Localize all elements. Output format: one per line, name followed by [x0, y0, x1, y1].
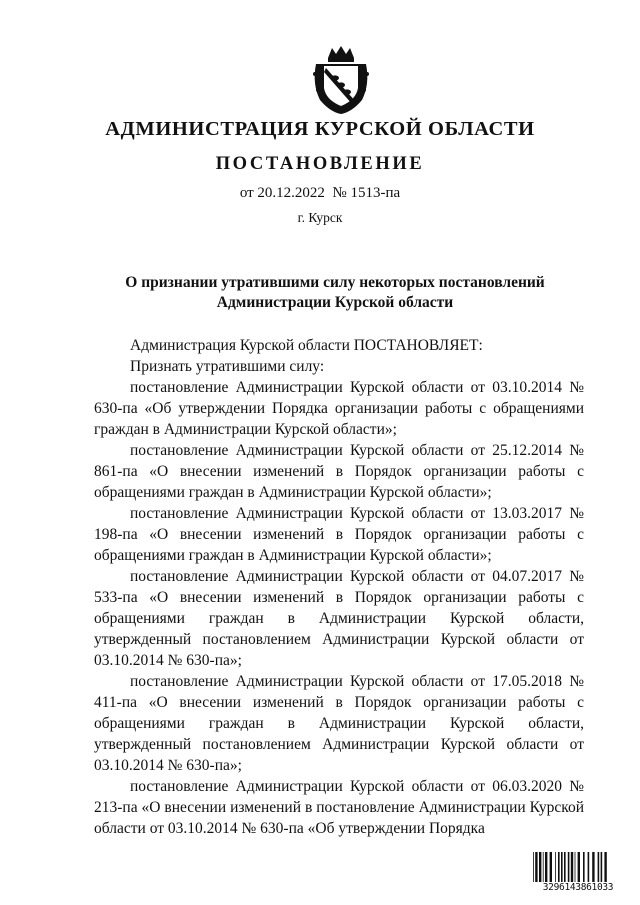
barcode-bar	[545, 852, 547, 882]
barcode-bar	[578, 852, 580, 882]
document-title-line2: Администрации Курской области	[216, 294, 454, 311]
document-type: ПОСТАНОВЛЕНИЕ	[215, 154, 425, 174]
barcode-bar	[543, 852, 544, 882]
barcode-bar	[558, 852, 560, 882]
barcode-bar	[601, 852, 603, 882]
barcode-bar	[535, 852, 537, 882]
document-title	[90, 273, 580, 313]
organization-name: АДМИНИСТРАЦИЯ КУРСКОЙ ОБЛАСТИ	[105, 118, 535, 140]
body-paragraph: постановление Администрации Курской области от 06.03.2020 № 213-па «О внесении изменений в постановление Администрации Курской области от 03.10.2014 № 630-па «Об утверждении Порядка	[94, 778, 584, 837]
document-number-date: от 20.12.2022 № 1513-па	[239, 185, 401, 201]
body-paragraph: Администрация Курской области ПОСТАНОВЛЯЕТ:	[130, 337, 483, 354]
barcode-bar	[588, 852, 590, 882]
barcode-bar	[561, 852, 563, 882]
barcode-bar	[583, 852, 585, 882]
body-paragraph: Признать утратившими силу:	[130, 358, 325, 375]
body-paragraph: постановление Администрации Курской области от 13.03.2017 № 198-па «О внесении изменений в Порядок организации работы с обращениями граждан в Администрации Курской области»;	[94, 505, 584, 564]
document-city: г. Курск	[297, 210, 343, 225]
body-paragraph: постановление Администрации Курской области от 25.12.2014 № 861-па «О внесении изменений в Порядок организации работы с обращениями граждан в Администрации Курской области»;	[94, 442, 584, 501]
barcode-bar	[533, 852, 534, 882]
barcode-bar	[539, 852, 541, 882]
barcode-digits: 3296143861033	[542, 882, 614, 893]
barcode-bar	[598, 852, 600, 882]
barcode-bar	[604, 852, 606, 882]
body-paragraph: постановление Администрации Курской области от 04.07.2017 № 533-па «О внесении изменений в Порядок организации работы с обращениями граждан в Администрации Курской области, утвержденный постановлением Администрации Курской области от 03.10.2014 № 630-па»;	[94, 568, 584, 669]
barcode-bar	[564, 852, 566, 882]
document-body	[94, 335, 584, 839]
document-title-line1: О признании утратившими силу некоторых постановлений	[125, 274, 545, 291]
coat-of-arms-icon	[306, 44, 376, 116]
barcode-bar	[555, 852, 556, 882]
barcode-bar	[568, 852, 570, 882]
body-paragraph: постановление Администрации Курской области от 03.10.2014 № 630-па «Об утверждении Порядка организации работы с обращениями граждан в Администрации Курской области»;	[94, 379, 584, 438]
barcode-bars	[532, 852, 624, 882]
body-paragraph: постановление Администрации Курской области от 17.05.2018 № 411-па «О внесении изменений в Порядок организации работы с обращениями граждан в Администрации Курской области, утвержденный постановлением Администрации Курской области от 03.10.2014 № 630-па»;	[94, 673, 584, 774]
barcode-bar	[575, 852, 576, 882]
barcode-bar	[550, 852, 552, 882]
barcode	[532, 852, 624, 896]
barcode-bar	[592, 852, 594, 882]
barcode-bar	[571, 852, 573, 882]
